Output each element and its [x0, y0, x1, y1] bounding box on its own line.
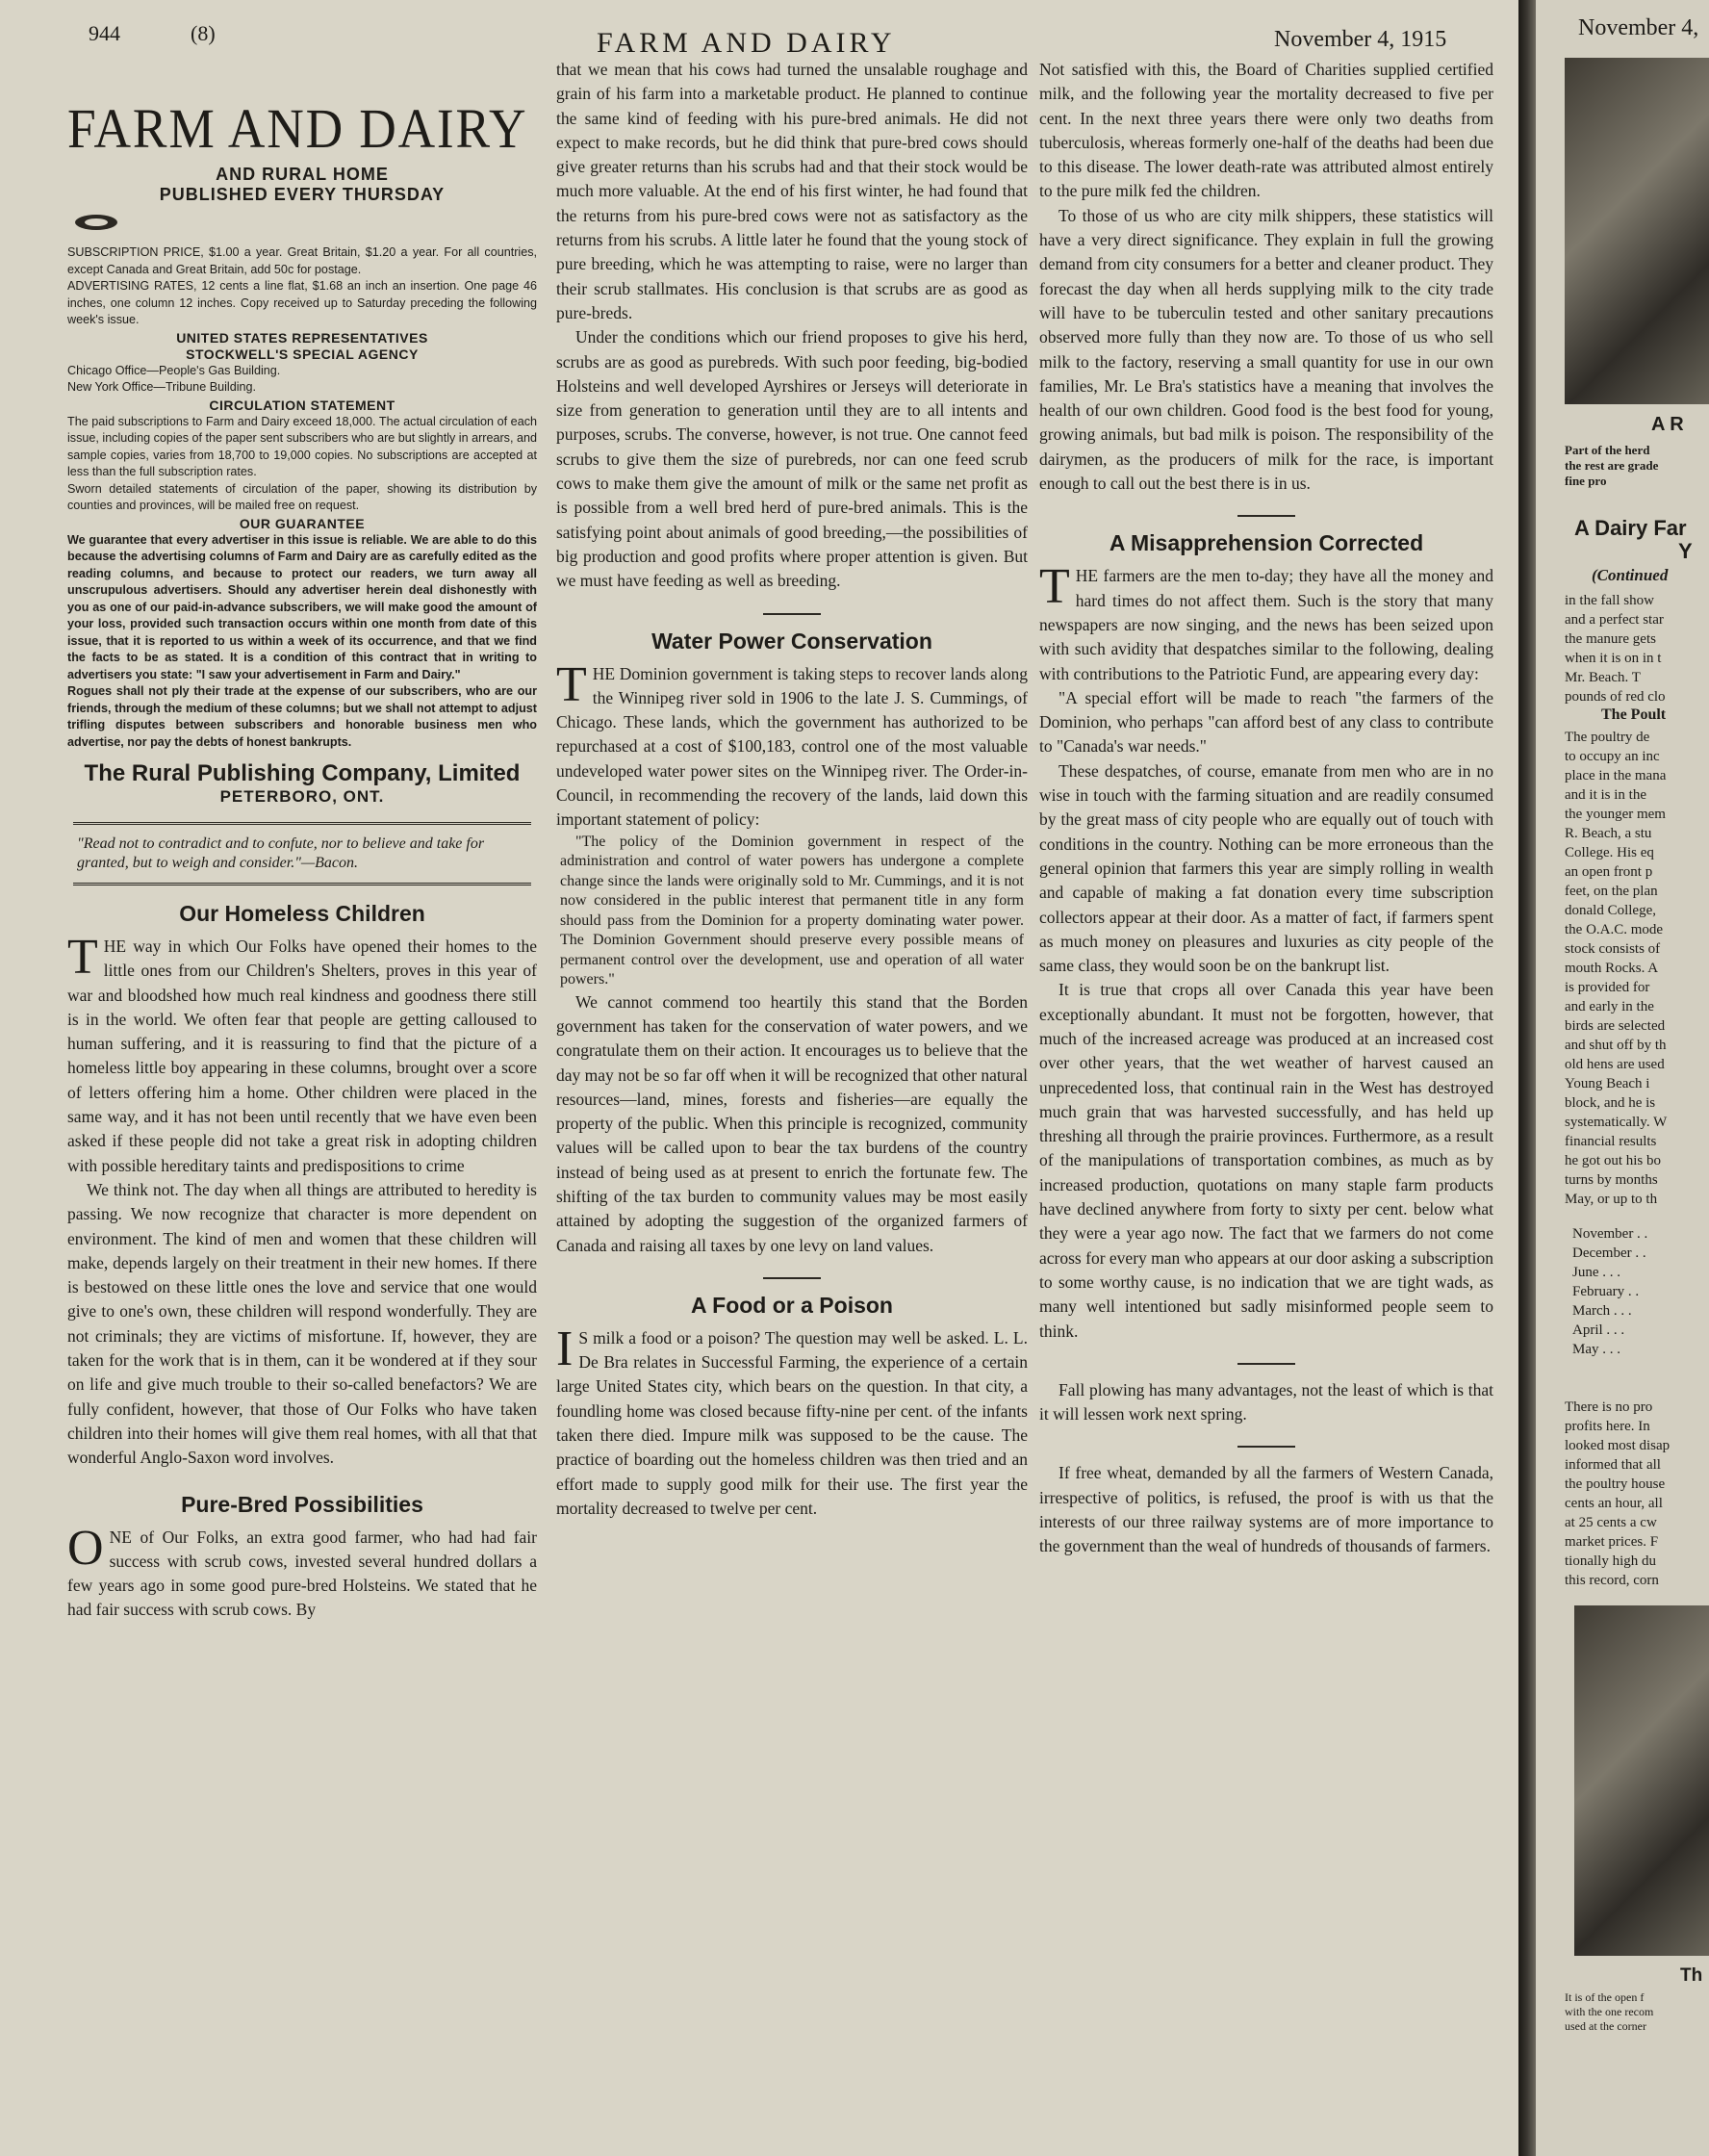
article-text: that we mean that his cows had turned the unsalable roughage and grain of his farm into a marketable product. He planned to continue the same kind of feeding with his pure-bred animals. He did not expect to make records, but he did think that pure-bred cows should give greater returns than his scrubs had and that their stock would be much more valuable. At the end of his first winter, he had found that the returns from his pure-bred cows were not as satisfactory as the returns from his scrubs. A little later he found that the young stock of pure breeding, which he was attempting to raise, were no larger than their scrub stallmates. His conclusion is that scrubs are as good as pure-breds.	[556, 60, 1028, 322]
text-line: cents an hour, all	[1565, 1496, 1663, 1511]
drop-cap: T	[67, 930, 98, 985]
motto-quote: "Read not to contradict and to confute, nor to believe and take for granted, but to weigh and consider."—Bacon.	[73, 822, 531, 886]
article-text: THE farmers are the men to-day; they have all the money and hard times do not affect them. Such is the story that many newspapers are now singing, and the news has been seized upon with such avidity that despatches similar to the following, dealing with contributions to the Patriotic Fund, are appearing every day:	[1039, 559, 1493, 683]
article-text: THE Dominion government is taking steps to recover lands along the Winnipeg river sold in 1906 to the late J. S. Cummings, of Chicago. These lands, which the government has authorized to be repurchased at a cost of $100,183, control one of the most valuable undeveloped water power sites on the Winnipeg river. The Order-in-Council, in recommending the recovery of the lands, laid down this important statement of policy:	[556, 656, 1028, 830]
article-text: We cannot commend too heartily this stand that the Borden government has taken for the conservation of water powers, and we congratulate them on their action. It encourages us to believe that the day may not be so far off when it will be recognized that other natural resources—land, mines, forests and fisheries—are equally the property of the public. When this principle is recognized, community values will be called upon to bear the tax burdens of the country instead of being used as at present to enrich the fortunate few. The shifting of the tax burden to community values may be most easily attained by adopting the suggestion of the organized farmers of Canada and raising all taxes by one levy on land values.	[556, 991, 1028, 1255]
text-line: informed that all	[1565, 1457, 1661, 1473]
caption-line: the rest are grade	[1565, 458, 1659, 473]
text-line: Mr. Beach. T	[1565, 670, 1641, 685]
article-text: THE way in which Our Folks have opened their homes to the little ones from our Children's Shelters, proves in this year of war and bloodshed how much real kindness and goodness there still is in the world. We often fear that people are getting calloused to human suffering, and it is reassuring to find that the picture of a homeless little boy appearing in these columns, brought over a score of letters offering him a home. Other children were placed in the same way, and it has not been until recently that we have even been asked if these people did not take a great risk in adopting children with possible hereditary taints and predispositions to crime	[67, 930, 537, 1175]
column-2	[556, 58, 1028, 2089]
article-heading-misapprehension: A Misapprehension Corrected	[1109, 530, 1424, 556]
month-line: November . .	[1572, 1226, 1648, 1242]
poultry-subheading: The Poult	[1601, 706, 1667, 723]
drop-cap: O	[67, 1520, 104, 1576]
text-line: feet, on the plan	[1565, 884, 1658, 899]
article-heading-water: Water Power Conservation	[651, 628, 932, 654]
article-text: We think not. The day when all things are attributed to heredity is passing. We now recognize that character is more dependent on environment. The kind of men and women that these children will make, depends largely on their treatment in their new homes. If there is bestowed on these little ones the love and service that one would give to one's own, these children will respond wonderfully. They are not criminals; they are victims of misfortune. If, however, they are taken for the work that is in them, can it be wondered at if they sour on life and give much trouble to their so-called benefactors? We are fully confident, however, that those of Our Folks who have taken children into their homes will give them real homes, with all that that wonderful Anglo-Saxon word involves.	[67, 1179, 537, 1468]
despatch-quote: "A special effort will be made to reach "the farmers of the Dominion, who perhaps "can afford best of any class to contribute to "Canada's war needs."	[1039, 687, 1493, 757]
divider	[763, 1277, 821, 1279]
text-line: Young Beach i	[1565, 1076, 1650, 1091]
text-line: turns by months	[1565, 1172, 1658, 1188]
text-line: and it is in the	[1565, 787, 1646, 803]
text-line: College. His eq	[1565, 845, 1654, 860]
text-line: and a perfect star	[1565, 612, 1664, 628]
month-line: March . . .	[1572, 1303, 1632, 1319]
months-table	[1572, 1224, 1647, 1359]
text-line: looked most disap	[1565, 1438, 1671, 1453]
text-line: the younger mem	[1565, 807, 1666, 822]
adjacent-text	[1565, 591, 1666, 706]
newyork-office: New York Office—Tribune Building.	[67, 380, 257, 394]
text-line: old hens are used	[1565, 1057, 1665, 1072]
text-line: The poultry de	[1565, 730, 1650, 745]
month-line: April . . .	[1572, 1322, 1625, 1338]
text-line: place in the mana	[1565, 768, 1667, 783]
text-line: There is no pro	[1565, 1399, 1653, 1415]
poultry-house-photo	[1574, 1605, 1709, 1956]
text-line: he got out his bo	[1565, 1153, 1661, 1168]
advertising-rates: ADVERTISING RATES, 12 cents a line flat, $1.68 an inch an insertion. One page 46 inches, one column 12 inches. Copy received up to Saturday preceding the following week's issue.	[67, 279, 537, 326]
continued-note: (Continued	[1592, 566, 1669, 584]
text-line: stock consists of	[1565, 941, 1661, 957]
text-line: market prices. F	[1565, 1534, 1659, 1550]
caption-line: used at the corner	[1565, 2019, 1646, 2033]
guarantee-heading: OUR GUARANTEE	[239, 515, 366, 531]
masthead-subtitle: AND RURAL HOME	[216, 165, 389, 184]
circulation-text-2: Sworn detailed statements of circulation of the paper, showing its distribution by counties and provinces, will be mailed free on request.	[67, 481, 537, 512]
article-text: ONE of Our Folks, an extra good farmer, who had had fair success with scrub cows, invested several hundred dollars a few years ago in some good pure-bred Holsteins. We stated that he had fair success with scrub cows. By	[67, 1520, 537, 1620]
divider	[1237, 515, 1295, 517]
text-line: mouth Rocks. A	[1565, 961, 1659, 976]
guarantee-text: We guarantee that every advertiser in this issue is reliable. We are able to do this because the advertising columns of Farm and Dairy are as carefully edited as the reading columns, and because to protect our readers, we turn away all unscrupulous advertisers. Should any advertiser herein deal dishonestly with you as one of our paid-in-advance subscribers, we will make good the amount of your loss, provided such transaction occurs within one month from date of this issue, that it is reported to us within a week of its occurrence, and that we find the facts to be as stated. It is a condition of this contract that in writing to advertisers you state: "I saw your advertisement in Farm and Dairy."	[67, 532, 537, 681]
text-line: in the fall show	[1565, 593, 1654, 608]
month-line: February . .	[1572, 1284, 1640, 1299]
masthead-title: FARM AND DAIRY	[67, 97, 528, 160]
policy-quote: "The policy of the Dominion government in respect of the administration and control of water powers has undergone a complete change since the lands were originally sold to Mr. Cummings, and it is not now considered in the public interest that permanent title in any form should pass from the Dominion for a property dominating water power. The Dominion Government should preserve every possible means of permanent control over the development, use and operation of all water powers."	[560, 833, 1024, 988]
text-line: pounds of red clo	[1565, 689, 1666, 705]
text-line: birds are selected	[1565, 1018, 1666, 1034]
caption-line: with the one recom	[1565, 2005, 1654, 2018]
drop-cap: I	[556, 1321, 574, 1376]
plowing-note: Fall plowing has many advantages, not the least of which is that it will lessen work next spring.	[1039, 1379, 1493, 1424]
adjacent-text	[1565, 1398, 1670, 1590]
text-line: tionally high du	[1565, 1553, 1656, 1569]
article-heading-homeless: Our Homeless Children	[179, 901, 425, 926]
circulation-heading: CIRCULATION STATEMENT	[209, 397, 395, 413]
caption-line: It is of the open f	[1565, 1990, 1645, 2004]
section-number: (8)	[191, 21, 216, 45]
ornament-icon	[67, 213, 125, 232]
text-line: an open front p	[1565, 864, 1653, 880]
text-line: the poultry house	[1565, 1476, 1666, 1492]
publisher-address: PETERBORO, ONT.	[219, 787, 385, 806]
circulation-text: The paid subscriptions to Farm and Dairy exceed 18,000. The actual circulation of each issue, including copies of the paper sent subscribers who are but slightly in arrears, and sample copies, varies from 18,700 to 19,000 copies. No subscriptions are accepted at less than the full subscription rates.	[67, 414, 537, 478]
drop-cap: T	[1039, 559, 1070, 615]
masthead-publication-note: PUBLISHED EVERY THURSDAY	[159, 185, 446, 204]
adjacent-date: November 4,	[1578, 15, 1699, 40]
text-line: to occupy an inc	[1565, 749, 1660, 764]
text-line: when it is on in t	[1565, 651, 1662, 666]
agency-heading: STOCKWELL'S SPECIAL AGENCY	[186, 346, 419, 362]
adjacent-article-heading: A Dairy Far	[1574, 516, 1687, 540]
article-heading-purebred: Pure-Bred Possibilities	[181, 1491, 423, 1517]
guarantee-text-2: Rogues shall not ply their trade at the expense of our subscribers, who are our friends, through the medium of these columns; but we shall not attempt to adjust trifling disputes between subscribers and honorable business men who advertise, nor pay the debts of honest bankrupts.	[67, 684, 537, 749]
article-text: Under the conditions which our friend proposes to give his herd, scrubs are as good as purebreds. With such poor feeding, big-bodied Holsteins and well developed Ayrshires or Jerseys will deteriorate in size from generation to generation until they are to all intents and purposes, scrubs. The converse, however, is not true. One cannot feed scrubs to give them the size of purebreds, nor can one feed scrub cows to make them give the amount of milk or the same net profit as is possible from a well bred herd of pure-bred animals. This is the satisfying point about animals of good breeding,—the possibilities of big production and good profits where proper attention is given. But we must have feeding as well as breeding.	[556, 327, 1028, 591]
month-line: December . .	[1572, 1245, 1646, 1261]
issue-date: November 4, 1915	[1274, 27, 1447, 52]
column-3	[1039, 58, 1493, 2089]
text-line: the O.A.C. mode	[1565, 922, 1664, 937]
photo-caption-heading: A R	[1651, 414, 1684, 435]
text-line: the manure gets	[1565, 631, 1656, 647]
article-text: These despatches, of course, emanate from men who are in no wise in touch with the farming situation and are readily consumed by the great mass of city people who are equally out of touch with conditions in the country. Nothing can be more erroneous than the general opinion that farmers this year are simply rolling in wealth and capable of making a fat donation every time subscription collectors appear at their door. As a matter of fact, if farmers spent as much money on pleasures and luxuries as city people of the same class, they would soon be on the bankrupt list.	[1039, 760, 1493, 976]
text-line: this record, corn	[1565, 1573, 1659, 1588]
article-text: I S milk a food or a poison? The question may well be asked. L. L. De Bra relates in Successful Farming, the experience of a certain large United States city, which bears on the question. In that city, a foundling home was closed because fifty-nine per cent. of the infants taken there died. Impure milk was supposed to be the cause. The practice of boarding out the homeless children was then tried and an effort made to supply good milk for their use. The first year the mortality decreased to twelve per cent.	[556, 1321, 1028, 1518]
adjacent-text	[1565, 728, 1667, 1209]
article-text: Not satisfied with this, the Board of Charities supplied certified milk, and the following year the mortality decreased to five per cent. In the next three years there were only two deaths from tuberculosis, whereas formerly one-half of the deaths had been due to this disease. The lower death-rate was attributed almost entirely to the pure milk fed the children.	[1039, 60, 1493, 201]
divider	[1237, 1446, 1295, 1448]
article-text: It is true that crops all over Canada this year have been exceptionally abundant. It must not be forgotten, however, that much of the increased acreage was produced at an increased cost over other years, that the wet weather of harvest caused an unprecedented loss, that continual rain in the West has destroyed much grain that was harvested successfully, and has held up threshing all through the prairie provinces. Furthermore, as a result of the manipulations of transportation combines, as much as by increased production, quotations on many staple farm products have declined anywhere from forty to sixty per cent. below what they were a year ago now. The fact that we farmers do not come across for every man who appears at our door asking a subscription to some worthy cause, is no indication that we are tight wads, as many well intentioned but sadly misinformed people seem to think.	[1039, 980, 1493, 1341]
text-line: systematically. W	[1565, 1115, 1668, 1130]
page-header	[0, 13, 1520, 59]
text-line: and shut off by th	[1565, 1038, 1667, 1053]
text-line: and early in the	[1565, 999, 1654, 1014]
book-gutter	[1518, 0, 1536, 2156]
publisher-name: The Rural Publishing Company, Limited	[84, 760, 521, 786]
text-line: at 25 cents a cw	[1565, 1515, 1657, 1530]
photo-caption-heading-2: Th	[1680, 1965, 1703, 1986]
text-line: May, or up to th	[1565, 1192, 1658, 1207]
herd-photo	[1565, 58, 1709, 404]
adjacent-article-heading-2: Y	[1678, 539, 1693, 563]
text-line: is provided for	[1565, 980, 1650, 995]
text-line: donald College,	[1565, 903, 1656, 918]
column-1	[67, 58, 537, 2089]
subscription-price: SUBSCRIPTION PRICE, $1.00 a year. Great Britain, $1.20 a year. For all countries, except Canada and Great Britain, add 50c for postage.	[67, 245, 537, 276]
chicago-office: Chicago Office—People's Gas Building.	[67, 363, 281, 377]
text-line: R. Beach, a stu	[1565, 826, 1652, 841]
month-line: May . . .	[1572, 1342, 1620, 1357]
text-line: financial results	[1565, 1134, 1657, 1149]
month-line: June . . .	[1572, 1265, 1620, 1280]
adjacent-page	[1536, 0, 1709, 2156]
photo-caption-2	[1565, 1990, 1653, 2034]
photo-caption	[1565, 443, 1658, 489]
article-heading-food: A Food or a Poison	[691, 1292, 893, 1318]
us-reps-heading: UNITED STATES REPRESENTATIVES	[176, 329, 428, 346]
caption-line: Part of the herd	[1565, 443, 1650, 457]
drop-cap: T	[556, 656, 587, 712]
divider	[763, 613, 821, 615]
article-text: To those of us who are city milk shippers, these statistics will have a very direct significance. They explain in full the growing demand from city consumers for a better and cleaner product. They forecast the day when all herds supplying milk to the city trade will have to be tuberculin tested and other sanitary precautions observed more fully than they now are. To those of us who sell milk to the factory, reserving a small quantity for use in our own families, Mr. Le Bra's statistics have a meaning that involves the health of our own children. Good food is the best food for young, growing animals, but bad milk is poison. The responsibility of the dairymen, as the producers of milk for the race, is important enough to call out the best there is in us.	[1039, 205, 1493, 494]
text-line: profits here. In	[1565, 1419, 1650, 1434]
page-number: 944	[89, 21, 120, 45]
caption-line: fine pro	[1565, 474, 1607, 488]
divider	[1237, 1363, 1295, 1365]
wheat-note: If free wheat, demanded by all the farmers of Western Canada, irrespective of politics, is refused, the proof is with us that the interests of our three railway systems are of more importance to the government than the weal of hundreds of thousands of farmers.	[1039, 1463, 1493, 1556]
text-line: block, and he is	[1565, 1095, 1656, 1111]
running-masthead: FARM AND DAIRY	[597, 27, 896, 59]
